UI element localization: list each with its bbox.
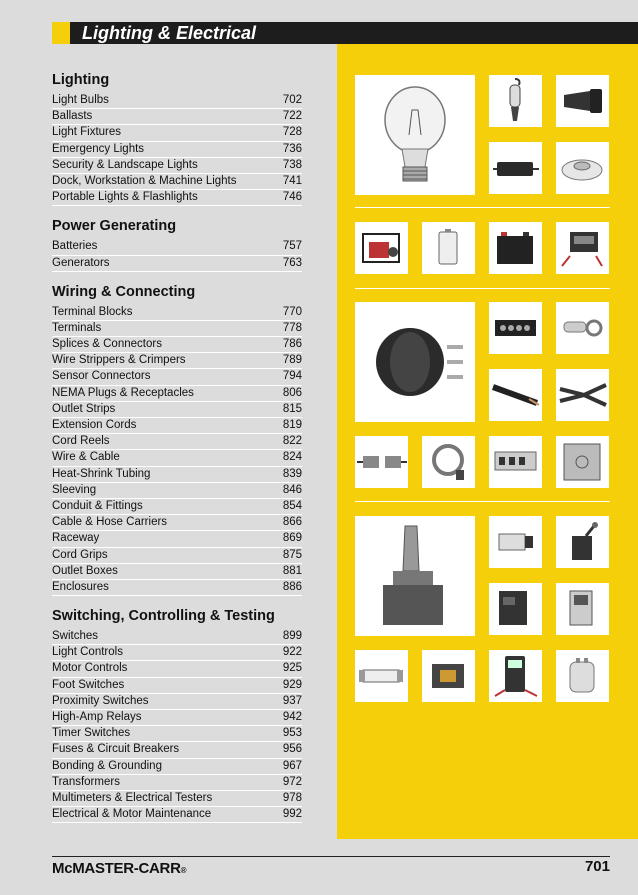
item-label: Electrical & Motor Maintenance [52,808,212,821]
item-label: Foot Switches [52,678,125,691]
relay-image [489,583,542,635]
item-page: 819 [282,419,302,431]
fuse-image [355,650,408,702]
section-wiring-connecting [52,282,302,596]
panel-divider [355,288,610,289]
item-label: Outlet Boxes [52,564,118,577]
item-page: 702 [282,94,302,106]
item-page: 824 [282,451,302,464]
index-row[interactable] [52,174,302,190]
index-row[interactable] [52,564,302,580]
item-page: 822 [282,435,302,448]
item-page: 741 [282,174,302,187]
index-row[interactable] [52,158,302,174]
item-label: Outlet Strips [52,402,116,415]
index-row[interactable] [52,125,302,141]
panel-divider [355,501,610,502]
panel-divider [355,207,610,208]
item-label: Terminals [52,321,102,334]
index-row[interactable] [52,548,302,564]
index-row[interactable] [52,775,302,791]
item-page: 770 [282,305,302,318]
index-row[interactable] [52,629,302,645]
item-label: Wire Strippers & Crimpers [52,354,186,367]
item-page: 942 [282,711,302,723]
light-bulb-image [355,75,475,195]
item-label: Generators [52,256,110,269]
item-page: 978 [282,791,302,804]
item-page: 937 [282,694,302,707]
car-battery-image [489,222,542,274]
limit-switch-image [556,516,609,568]
index-row[interactable] [52,499,302,515]
item-label: Transformers [52,775,120,788]
index-row[interactable] [52,386,302,402]
index-row[interactable] [52,369,302,385]
outlet-strip-image [489,436,542,488]
ballast-image [489,142,542,194]
item-page: 972 [282,775,302,788]
connector-image [355,436,408,488]
item-label: Portable Lights & Flashlights [52,191,198,204]
item-page: 757 [282,240,302,253]
multimeter-image [489,650,542,702]
item-label: Light Bulbs [52,94,109,106]
index-row[interactable] [52,710,302,726]
item-label: Enclosures [52,580,109,593]
index-row[interactable] [52,678,302,694]
item-label: Fuses & Circuit Breakers [52,743,180,756]
index-row[interactable] [52,256,302,272]
item-page: 925 [282,662,302,675]
page-title: Lighting & Electrical [82,23,257,43]
item-page: 875 [282,548,302,561]
index-row[interactable] [52,759,302,775]
item-page: 778 [282,321,302,334]
item-page: 746 [282,191,302,204]
item-page: 806 [282,386,302,399]
index-row[interactable] [52,807,302,823]
item-page: 881 [282,564,302,577]
index-row[interactable] [52,93,302,109]
item-label: Terminal Blocks [52,305,133,318]
item-page: 738 [282,158,302,171]
item-page: 722 [282,110,302,123]
hand-lamp-image [489,75,542,127]
proximity-switch-image [489,516,542,568]
index-row[interactable] [52,515,302,531]
item-page: 794 [282,370,302,383]
item-page: 839 [282,467,302,480]
item-page: 763 [282,256,302,269]
index-row[interactable] [52,791,302,807]
section-banner [52,22,638,44]
section-title: Power Generating [52,218,177,235]
item-label: Switches [52,630,99,643]
index-row[interactable] [52,239,302,255]
nema-plug-image [355,302,475,422]
item-label: Bonding & Grounding [52,759,162,772]
item-page: 815 [282,402,302,415]
capacitor-image [556,650,609,702]
index-row[interactable] [52,726,302,742]
index-row[interactable] [52,434,302,450]
footer-rule [52,856,610,857]
index-row[interactable] [52,190,302,206]
index-row[interactable] [52,402,302,418]
item-label: Emergency Lights [52,142,145,155]
index-row[interactable] [52,109,302,125]
item-page: 736 [282,142,302,155]
index-row[interactable] [52,694,302,710]
item-label: Wire & Cable [52,451,120,464]
battery-d-cell-image [422,222,475,274]
item-page: 992 [282,808,302,821]
item-label: Proximity Switches [52,694,149,707]
generator-image [355,222,408,274]
index-row[interactable] [52,661,302,677]
index-row[interactable] [52,450,302,466]
item-label: High-Amp Relays [52,711,142,723]
item-label: Motor Controls [52,662,128,675]
item-page: 922 [282,646,302,659]
index-row[interactable] [52,645,302,661]
item-page: 967 [282,759,302,772]
toggle-switch-image [355,516,475,636]
item-label: Dock, Workstation & Machine Lights [52,174,237,187]
category-index [52,70,302,833]
item-page: 789 [282,354,302,367]
flashlight-image [556,75,609,127]
section-switching-controlling-testing [52,606,302,823]
item-label: Cord Reels [52,435,110,448]
extension-cord-image [422,436,475,488]
index-row[interactable] [52,483,302,499]
item-page: 953 [282,727,302,740]
index-row[interactable] [52,305,302,321]
item-label: Batteries [52,240,98,253]
item-page: 786 [282,338,302,351]
item-page: 866 [282,516,302,529]
item-label: Cable & Hose Carriers [52,516,168,529]
wire-stripper-image [556,369,609,421]
item-label: Security & Landscape Lights [52,158,198,171]
item-page: 854 [282,499,302,512]
brand-name: McMASTER-CARR [52,860,181,877]
section-lighting [52,70,302,206]
item-page: 929 [282,678,302,691]
index-row[interactable] [52,418,302,434]
index-row[interactable] [52,321,302,337]
timer-switch-image [556,583,609,635]
trademark-mark: ® [180,866,187,875]
section-title: Switching, Controlling & Testing [52,608,275,625]
item-label: Conduit & Fittings [52,499,143,512]
item-label: Ballasts [52,110,93,123]
index-row[interactable] [52,531,302,547]
index-row[interactable] [52,742,302,758]
ring-terminal-image [556,302,609,354]
item-label: Sensor Connectors [52,370,151,383]
item-label: NEMA Plugs & Receptacles [52,386,194,399]
index-row[interactable] [52,467,302,483]
section-power-generating [52,216,302,271]
index-row[interactable] [52,580,302,596]
index-row[interactable] [52,337,302,353]
banner-accent [52,22,70,44]
item-label: Light Fixtures [52,126,122,139]
terminal-block-image [489,302,542,354]
section-title: Lighting [52,72,110,88]
item-label: Multimeters & Electrical Testers [52,791,213,804]
lamp-holder-image [556,142,609,194]
item-label: Light Controls [52,646,123,659]
item-label: Cord Grips [52,548,108,561]
battery-charger-image [556,222,609,274]
brand-logo [52,860,186,877]
outlet-box-image [556,436,609,488]
item-label: Splices & Connectors [52,338,162,351]
item-page: 869 [282,532,302,545]
item-page: 956 [282,743,302,756]
index-row[interactable] [52,353,302,369]
item-label: Raceway [52,532,100,545]
item-page: 886 [282,580,302,593]
transformer-image [422,650,475,702]
wire-cable-image [489,369,542,421]
item-label: Sleeving [52,483,97,496]
item-page: 728 [282,126,302,139]
item-label: Heat-Shrink Tubing [52,467,151,480]
page-number: 701 [584,858,610,875]
item-page: 846 [282,483,302,496]
index-row[interactable] [52,142,302,158]
item-label: Timer Switches [52,727,131,740]
item-page: 899 [282,630,302,643]
item-label: Extension Cords [52,419,137,431]
section-title: Wiring & Connecting [52,283,196,300]
